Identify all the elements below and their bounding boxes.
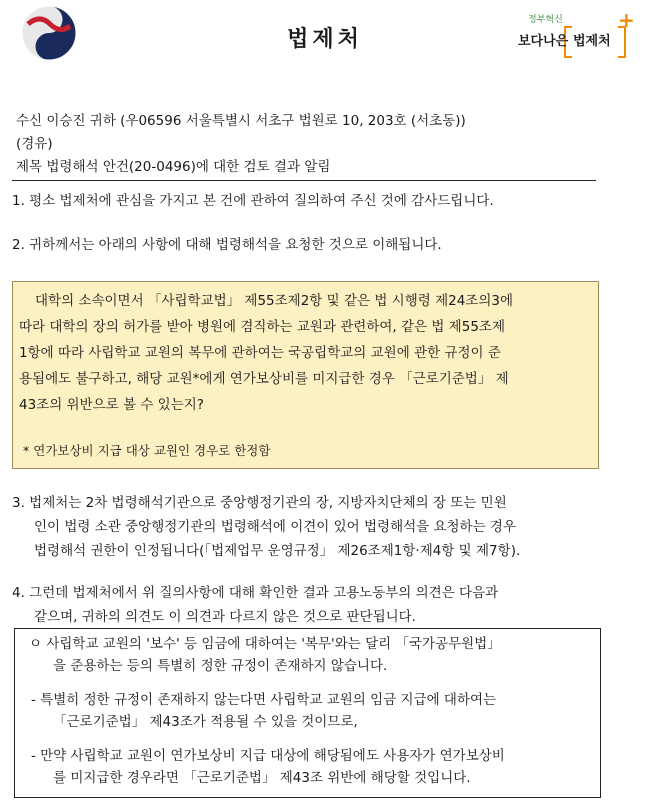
opinion-line: 를 미지급한 경우라면 「근로기준법」 제43조 위반에 해당할 것입니다. <box>53 770 471 786</box>
agency-title: 법제처 <box>287 27 363 52</box>
slogan-logo <box>518 10 633 62</box>
paragraph-1: 1. 평소 법제처에 관심을 가지고 본 건에 관하여 질의하여 주신 것에 감사드립니다. <box>12 193 494 209</box>
paragraph-4-line: 같으며, 귀하의 의견도 이 의견과 다르지 않은 것으로 판단됩니다. <box>34 609 416 625</box>
opinion-line: 「근로기준법」 제43조가 적용될 수 있을 것이므로, <box>53 714 358 730</box>
question-line: 따라 대학의 장의 허가를 받아 병원에 겸직하는 교원과 관련하여, 같은 법 제55조제 <box>19 319 505 335</box>
paragraph-3-line: 인이 법령 소관 중앙행정기관의 법령해석에 이견이 있어 법령해석을 요청하는 경우 <box>34 519 517 535</box>
opinion-line: - 특별히 정한 규정이 존재하지 않는다면 사립학교 교원의 임금 지급에 대하여는 <box>31 692 497 708</box>
slogan-text: 보다나은 <box>518 34 569 49</box>
divider <box>12 180 596 181</box>
paragraph-3-line: 3. 법제처는 2차 법령해석기관으로 중앙행정기관의 장, 지방자치단체의 장 또는 민원 <box>12 495 507 511</box>
paragraph-4-line: 4. 그런데 법제처에서 위 질의사항에 대해 확인한 결과 고용노동부의 의견은 다음과 <box>12 585 499 601</box>
question-line: 대학의 소속이면서 「사립학교법」 제55조제2항 및 같은 법 시행령 제24조의3에 <box>35 293 514 309</box>
paragraph-2: 2. 귀하께서는 아래의 사항에 대해 법령해석을 요청한 것으로 이해됩니다. <box>12 237 442 253</box>
question-line: 1항에 따라 사립학교 교원의 복무에 관하여는 국공립학교의 교원에 관한 규정이 준 <box>19 345 501 361</box>
opinion-box <box>14 628 601 798</box>
slogan-small: 정부혁신 <box>528 15 563 25</box>
question-note: * 연가보상비 지급 대상 교원인 경우로 한정함 <box>23 443 271 458</box>
plus-icon: + <box>618 8 635 32</box>
recipient-line: 수신 이승진 귀하 (우06596 서울특별시 서초구 법원로 10, 203호 (서초동)) <box>16 113 466 129</box>
subject-line: 제목 법령해석 안건(20-0496)에 대한 검토 결과 알림 <box>16 159 331 175</box>
opinion-line: 을 준용하는 등의 특별히 정한 규정이 존재하지 않습니다. <box>53 658 388 674</box>
slogan-brand: 법제처 <box>573 34 611 49</box>
question-line: 43조의 위반으로 볼 수 있는지? <box>19 397 204 413</box>
opinion-line: ㅇ 사립학교 교원의 '보수' 등 임금에 대하여는 '복무'와는 달리 「국가공무원법」 <box>29 636 501 652</box>
paragraph-3-line: 법령해석 권한이 인정됩니다(「법제업무 운영규정」 제26조제1항·제4항 및 제7항). <box>34 543 521 559</box>
opinion-line: - 만약 사립학교 교원이 연가보상비 지급 대상에 해당됨에도 사용자가 연가보상비 <box>31 748 505 764</box>
question-box <box>12 281 599 469</box>
via-line: (경유) <box>16 136 53 152</box>
question-line: 용됨에도 불구하고, 해당 교원*에게 연가보상비를 미지급한 경우 「근로기준법」 제 <box>19 371 509 387</box>
